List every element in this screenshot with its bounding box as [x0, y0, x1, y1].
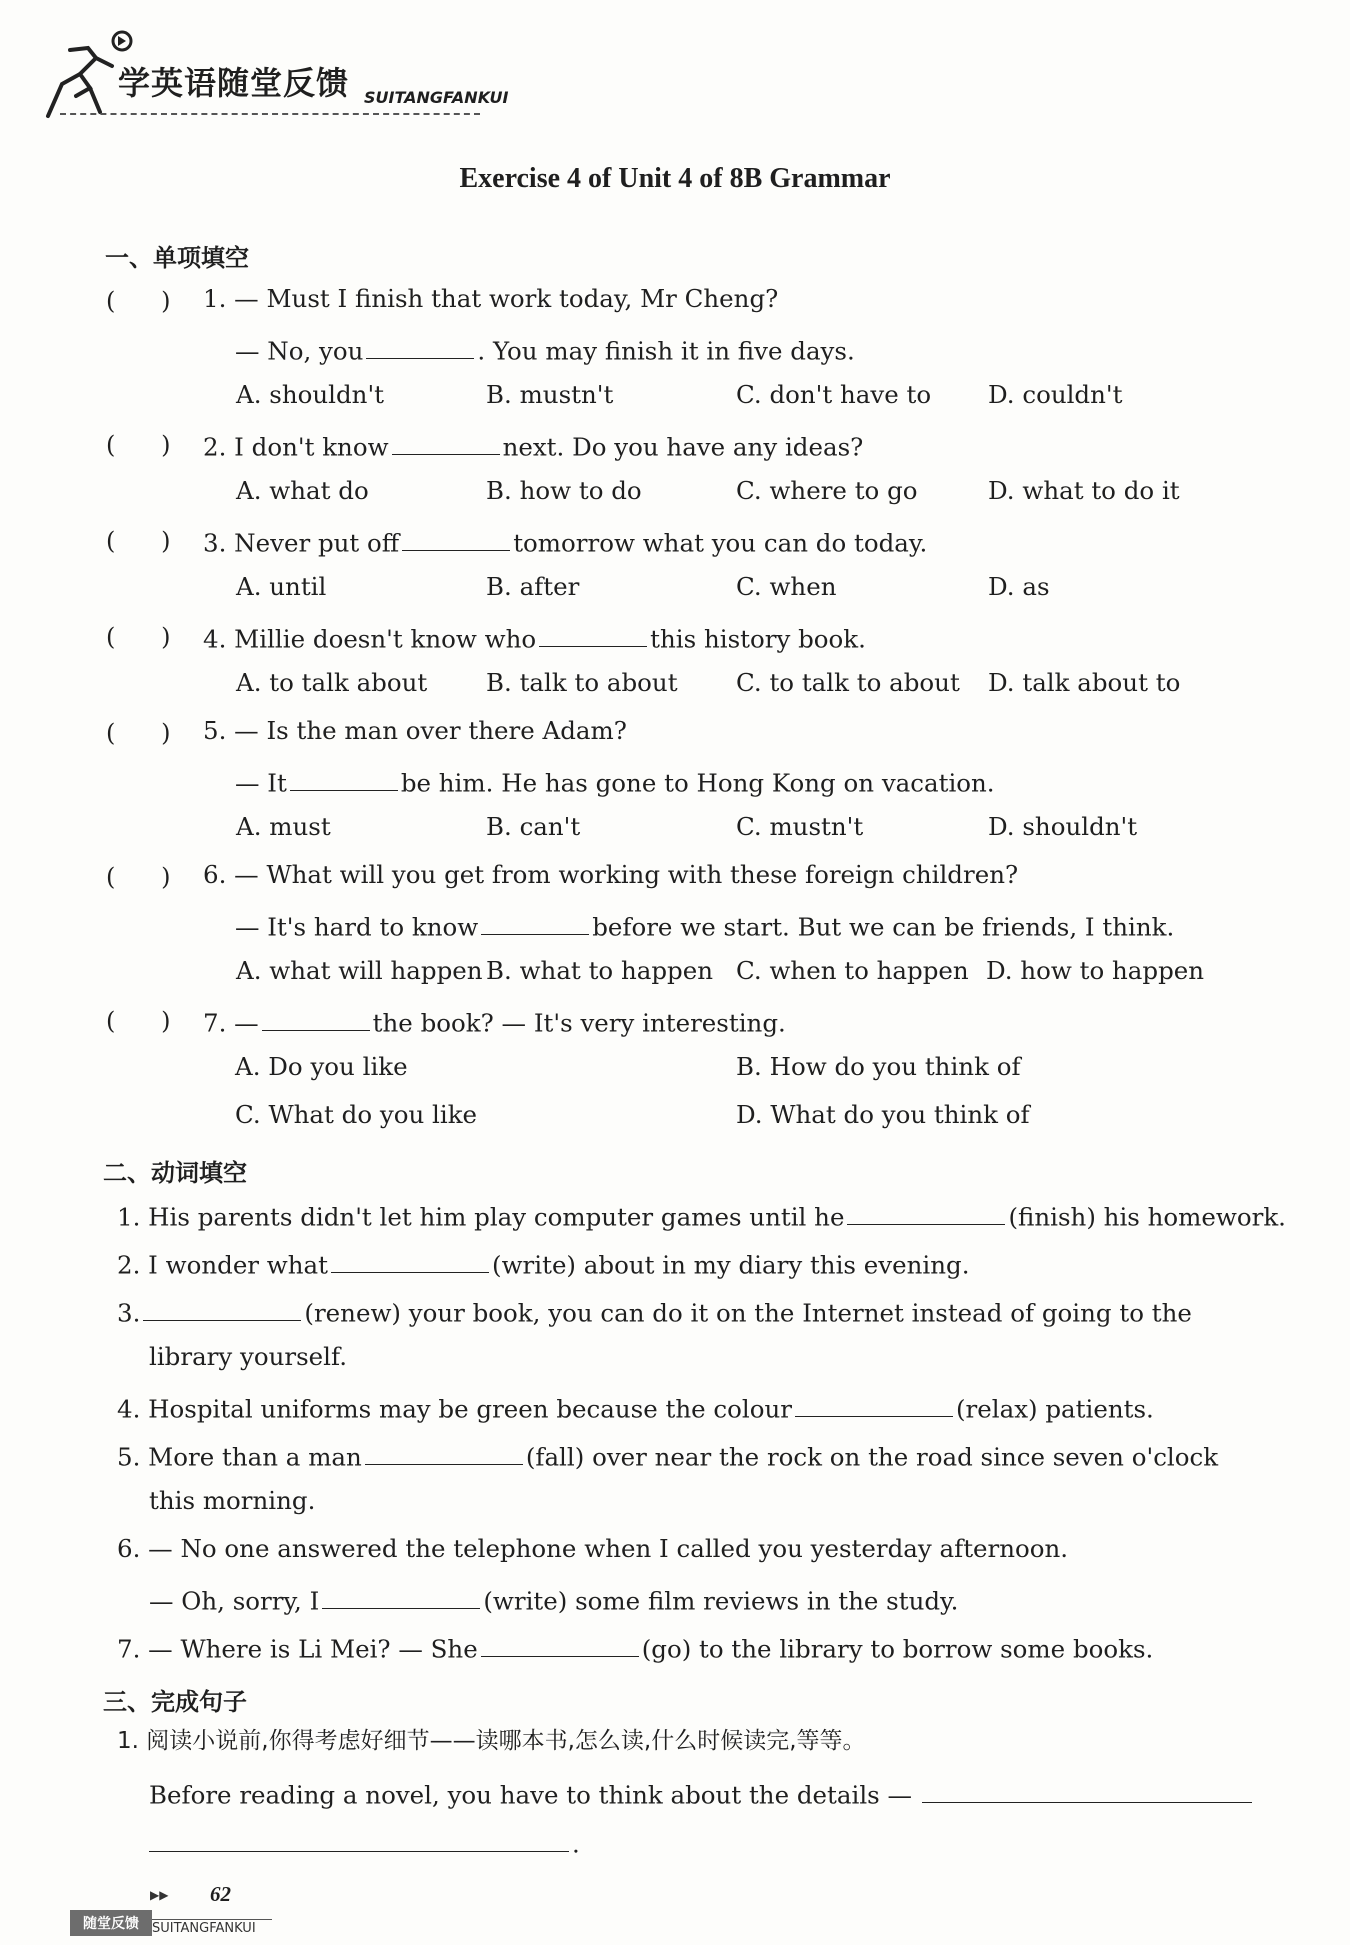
q5-option-c: C. mustn't — [736, 812, 864, 841]
q1-line1: 1. — Must I finish that work today, Mr Cheng? — [203, 284, 779, 313]
answer-blank[interactable] — [402, 527, 510, 551]
q6-option-a: A. what will happen — [236, 956, 483, 985]
page-title: Exercise 4 of Unit 4 of 8B Grammar — [459, 163, 891, 194]
q6-option-c: C. when to happen — [736, 956, 969, 985]
section1-heading: 一、单项填空 — [105, 244, 249, 272]
q3-option-d: D. as — [988, 572, 1050, 601]
s2-q7: 7. — Where is Li Mei? — She (go) to the library to borrow some books. — [117, 1634, 1154, 1664]
answer-blank[interactable] — [481, 911, 589, 935]
q7-option-d: D. What do you think of — [736, 1100, 1030, 1129]
answer-blank[interactable] — [366, 335, 474, 359]
header-divider — [60, 113, 480, 115]
q2-option-c: C. where to go — [736, 476, 918, 505]
q7-line1: 7. — the book? — It's very interesting. — [203, 1008, 786, 1038]
answer-bracket: ( ) — [106, 1007, 171, 1035]
answer-bracket: ( ) — [106, 287, 171, 315]
q1-option-c: C. don't have to — [736, 380, 932, 409]
s3-q1-english: Before reading a novel, you have to think about the details — — [149, 1779, 1255, 1808]
q3-option-a: A. until — [236, 572, 327, 601]
s3-q1-chinese: 1. 阅读小说前,你得考虑好细节——读哪本书,怎么读,什么时候读完,等等。 — [117, 1728, 866, 1754]
page-number: 62 — [210, 1882, 231, 1906]
footer-badge: 随堂反馈 — [70, 1910, 152, 1936]
q2-option-a: A. what do — [236, 476, 369, 505]
answer-bracket: ( ) — [106, 623, 171, 651]
q2-line1: 2. I don't know next. Do you have any ideas? — [203, 432, 864, 462]
q5-option-b: B. can't — [486, 812, 581, 841]
q6-option-b: B. what to happen — [486, 956, 713, 985]
answer-bracket: ( ) — [106, 527, 171, 555]
answer-blank[interactable] — [143, 1297, 301, 1321]
answer-bracket: ( ) — [106, 431, 171, 459]
q3-option-b: B. after — [486, 572, 580, 601]
answer-blank[interactable] — [262, 1007, 370, 1031]
s2-q6-line2: — Oh, sorry, I (write) some film reviews in the study. — [149, 1586, 959, 1616]
q4-option-d: D. talk about to — [988, 668, 1181, 697]
answer-blank[interactable] — [365, 1441, 523, 1465]
s2-q1: 1. His parents didn't let him play computer games until he (finish) his homework. — [117, 1202, 1286, 1232]
s2-q3-cont: library yourself. — [149, 1342, 347, 1371]
answer-blank[interactable] — [481, 1633, 639, 1657]
q5-option-a: A. must — [236, 812, 331, 841]
q1-option-d: D. couldn't — [988, 380, 1123, 409]
q3-line1: 3. Never put off tomorrow what you can do today. — [203, 528, 928, 558]
q7-option-c: C. What do you like — [235, 1100, 478, 1129]
q5-option-d: D. shouldn't — [988, 812, 1138, 841]
q5-line2: — It be him. He has gone to Hong Kong on vacation. — [235, 768, 995, 798]
q2-option-b: B. how to do — [486, 476, 642, 505]
s2-q5-cont: this morning. — [149, 1486, 316, 1515]
answer-bracket: ( ) — [106, 719, 171, 747]
q7-option-a: A. Do you like — [235, 1052, 408, 1081]
q4-line1: 4. Millie doesn't know who this history book. — [203, 624, 866, 654]
s3-q1-cont: . — [149, 1828, 580, 1857]
answer-blank[interactable] — [392, 431, 500, 455]
footer-sub-label: SUITANGFANKUI — [152, 1919, 272, 1936]
q2-option-d: D. what to do it — [988, 476, 1180, 505]
q3-option-c: C. when — [736, 572, 837, 601]
header-brand-subtitle: SUITANGFANKUI — [364, 88, 509, 107]
answer-blank[interactable] — [795, 1393, 953, 1417]
q1-option-b: B. mustn't — [486, 380, 614, 409]
footer-arrows-icon: ▶▶ — [150, 1888, 169, 1902]
q1-line2: — No, you . You may finish it in five days. — [235, 336, 855, 366]
q6-line1: 6. — What will you get from working with these foreign children? — [203, 860, 1019, 889]
answer-blank[interactable] — [290, 767, 398, 791]
header-brand-title: 学英语随堂反馈 — [118, 64, 350, 102]
answer-blank[interactable] — [922, 1779, 1252, 1803]
q5-line1: 5. — Is the man over there Adam? — [203, 716, 627, 745]
answer-blank[interactable] — [149, 1828, 569, 1852]
q1-option-a: A. shouldn't — [236, 380, 385, 409]
answer-bracket: ( ) — [106, 863, 171, 891]
s2-q4: 4. Hospital uniforms may be green because the colour (relax) patients. — [117, 1394, 1154, 1424]
section2-heading: 二、动词填空 — [103, 1159, 247, 1187]
q7-option-b: B. How do you think of — [736, 1052, 1021, 1081]
answer-blank[interactable] — [539, 623, 647, 647]
s2-q3: 3. (renew) your book, you can do it on the Internet instead of going to the — [117, 1298, 1192, 1328]
s2-q6-line1: 6. — No one answered the telephone when I called you yesterday afternoon. — [117, 1534, 1069, 1563]
answer-blank[interactable] — [331, 1249, 489, 1273]
section3-heading: 三、完成句子 — [103, 1688, 247, 1716]
q6-option-d: D. how to happen — [986, 956, 1205, 985]
q6-line2: — It's hard to know before we start. But we can be friends, I think. — [235, 912, 1175, 942]
q4-option-a: A. to talk about — [236, 668, 428, 697]
q4-option-b: B. talk to about — [486, 668, 678, 697]
answer-blank[interactable] — [322, 1585, 480, 1609]
s2-q2: 2. I wonder what (write) about in my diary this evening. — [117, 1250, 970, 1280]
q4-option-c: C. to talk to about — [736, 668, 960, 697]
answer-blank[interactable] — [847, 1201, 1005, 1225]
s2-q5: 5. More than a man (fall) over near the rock on the road since seven o'clock — [117, 1442, 1219, 1472]
